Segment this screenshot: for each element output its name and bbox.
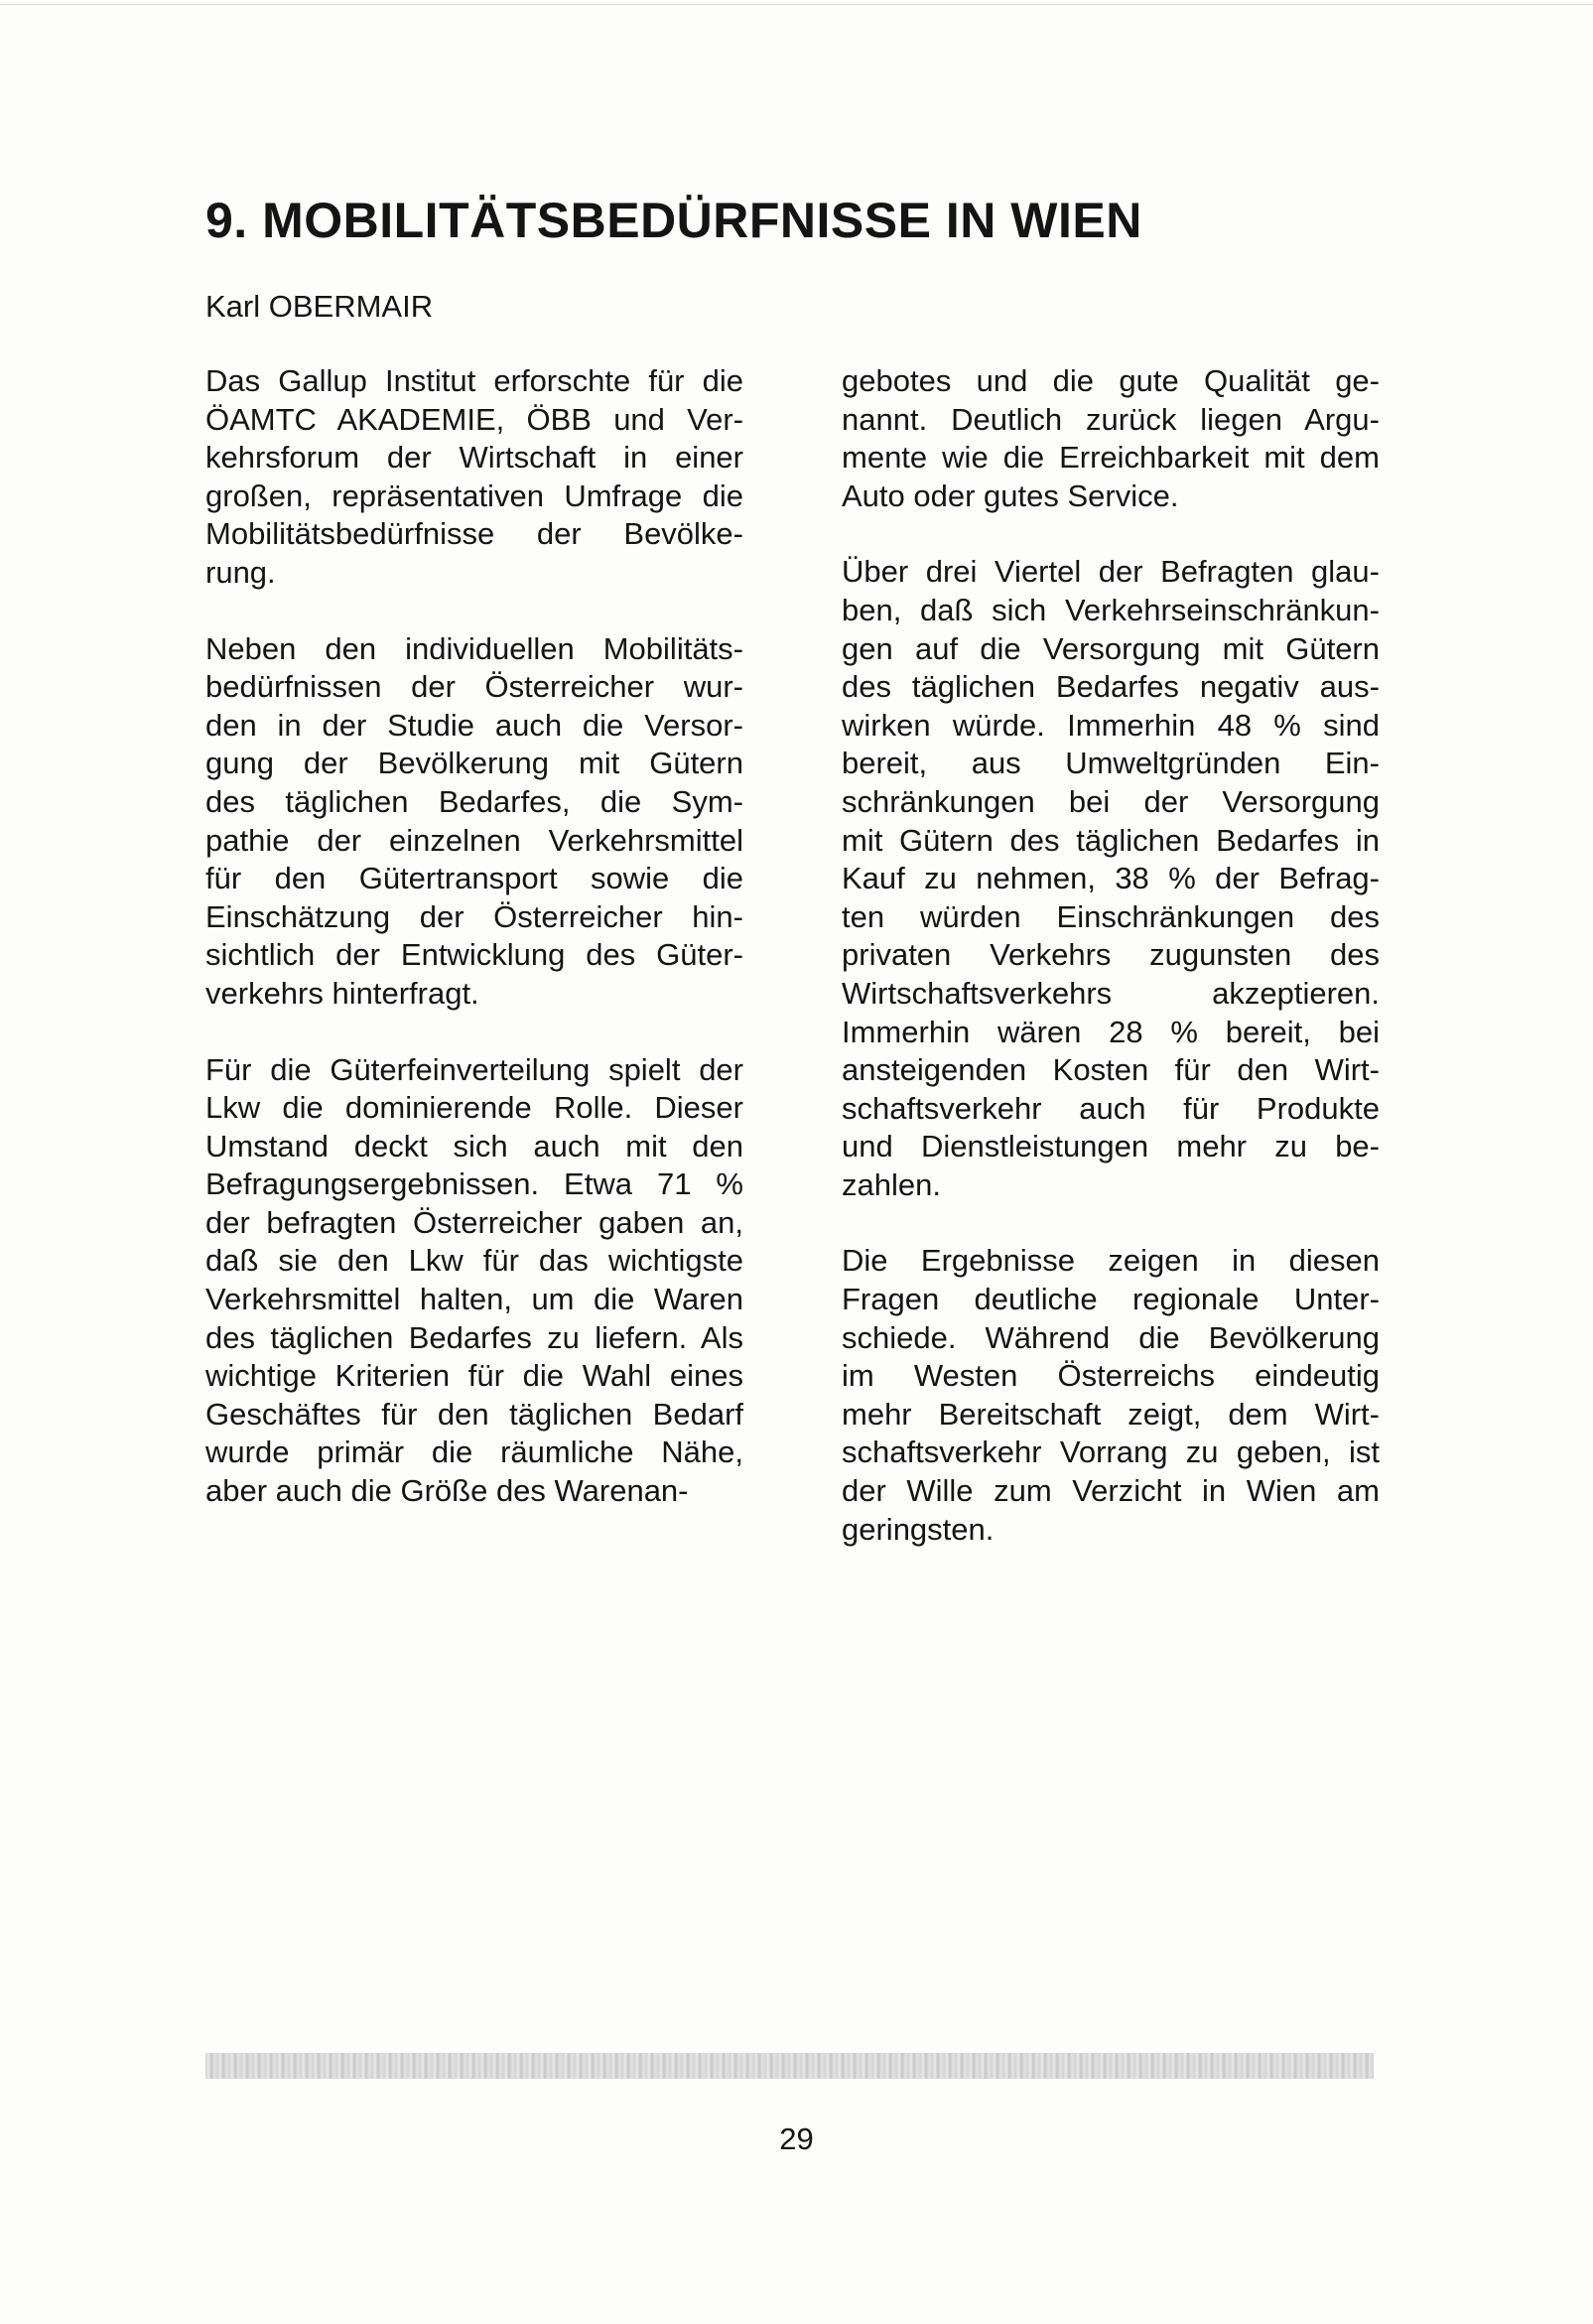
text-line: ben, daß sich Verkehrseinschränkun-	[842, 592, 1380, 627]
text-line: verkehrs hinterfragt.	[205, 975, 479, 1011]
text-line: Kauf zu nehmen, 38 % der Befrag-	[842, 861, 1380, 896]
text-line: Die Ergebnisse zeigen in diesen	[842, 1243, 1380, 1279]
text-line: rung.	[205, 554, 276, 590]
text-line: Befragungsergebnissen. Etwa 71 %	[205, 1166, 743, 1202]
text-line: wirken würde. Immerhin 48 % sind	[842, 707, 1380, 743]
text-line: geringsten.	[842, 1511, 995, 1547]
text-line: pathie der einzelnen Verkehrsmittel	[205, 822, 743, 858]
text-line: Neben den individuellen Mobilitäts-	[205, 630, 743, 666]
text-line: Über drei Viertel der Befragten glau-	[842, 554, 1380, 590]
text-line: Wirtschaftsverkehrs akzeptieren.	[842, 975, 1380, 1011]
paragraph	[842, 1242, 1380, 1549]
text-line: des täglichen Bedarfes, die Sym-	[205, 783, 743, 819]
text-line: sichtlich der Entwicklung des Güter-	[205, 937, 743, 973]
text-line: wurde primär die räumliche Nähe,	[205, 1435, 743, 1470]
text-line: gung der Bevölkerung mit Gütern	[205, 746, 743, 781]
text-line: Fragen deutliche regionale Unter-	[842, 1282, 1380, 1317]
paragraph	[842, 362, 1380, 515]
text-line: der Wille zum Verzicht in Wien am	[842, 1473, 1380, 1509]
text-line: im Westen Österreichs eindeutig	[842, 1358, 1380, 1394]
text-line: bereit, aus Umweltgründen Ein-	[842, 746, 1380, 781]
text-line: daß sie den Lkw für das wichtigste	[205, 1243, 743, 1279]
scan-edge-line	[0, 4, 1593, 5]
author-name: Karl OBERMAIR	[205, 289, 434, 324]
text-line: schiede. Während die Bevölkerung	[842, 1319, 1380, 1355]
text-line: gebotes und die gute Qualität ge-	[842, 363, 1380, 398]
text-line: mit Gütern des täglichen Bedarfes in	[842, 822, 1380, 858]
paragraph	[842, 553, 1380, 1204]
paragraph	[205, 1051, 743, 1511]
text-line: für den Gütertransport sowie die	[205, 861, 743, 896]
text-line: großen, repräsentativen Umfrage die	[205, 478, 743, 513]
text-line: gen auf die Versorgung mit Gütern	[842, 630, 1380, 666]
text-line: bedürfnissen der Österreicher wur-	[205, 669, 743, 705]
text-line: Für die Güterfeinverteilung spielt der	[205, 1051, 743, 1087]
right-text-column	[842, 362, 1380, 1586]
paragraph	[205, 362, 743, 593]
text-line: schränkungen bei der Versorgung	[842, 783, 1380, 819]
text-line: Umstand deckt sich auch mit den	[205, 1128, 743, 1163]
text-line: ÖAMTC AKADEMIE, ÖBB und Ver-	[205, 401, 743, 437]
text-line: und Dienstleistungen mehr zu be-	[842, 1129, 1380, 1164]
text-line: kehrsforum der Wirtschaft in einer	[205, 440, 743, 476]
text-line: Das Gallup Institut erforschte für die	[205, 363, 743, 398]
paragraph	[205, 630, 743, 1014]
footer-decorative-bar	[205, 2053, 1374, 2079]
text-line: mente wie die Erreichbarkeit mit dem	[842, 440, 1380, 476]
text-line: Einschätzung der Österreicher hin-	[205, 898, 743, 934]
text-line: Lkw die dominierende Rolle. Dieser	[205, 1090, 743, 1126]
text-line: ten würden Einschränkungen des	[842, 898, 1380, 934]
text-line: Auto oder gutes Service.	[842, 478, 1179, 513]
left-text-column	[205, 362, 743, 1549]
chapter-title: 9. MOBILITÄTSBEDÜRFNISSE IN WIEN	[205, 193, 1142, 248]
text-line: des täglichen Bedarfes negativ aus-	[842, 669, 1380, 705]
text-line: privaten Verkehrs zugunsten des	[842, 937, 1380, 973]
text-line: mehr Bereitschaft zeigt, dem Wirt-	[842, 1396, 1380, 1432]
text-line: der befragten Österreicher gaben an,	[205, 1204, 743, 1240]
text-line: wichtige Kriterien für die Wahl eines	[205, 1358, 743, 1394]
text-line: Verkehrsmittel halten, um die Waren	[205, 1282, 743, 1317]
text-line: ansteigenden Kosten für den Wirt-	[842, 1052, 1380, 1088]
text-line: den in der Studie auch die Versor-	[205, 707, 743, 743]
text-line: schaftsverkehr Vorrang zu geben, ist	[842, 1435, 1380, 1470]
text-line: zahlen.	[842, 1166, 941, 1202]
text-line: des täglichen Bedarfes zu liefern. Als	[205, 1319, 743, 1355]
text-line: schaftsverkehr auch für Produkte	[842, 1090, 1380, 1126]
page-number: 29	[779, 2121, 814, 2156]
text-line: aber auch die Größe des Warenan-	[205, 1473, 689, 1509]
text-line: Geschäftes für den täglichen Bedarf	[205, 1396, 743, 1432]
text-line: nannt. Deutlich zurück liegen Argu-	[842, 401, 1380, 437]
text-line: Immerhin wären 28 % bereit, bei	[842, 1014, 1380, 1049]
text-line: Mobilitätsbedürfnisse der Bevölke-	[205, 516, 743, 552]
